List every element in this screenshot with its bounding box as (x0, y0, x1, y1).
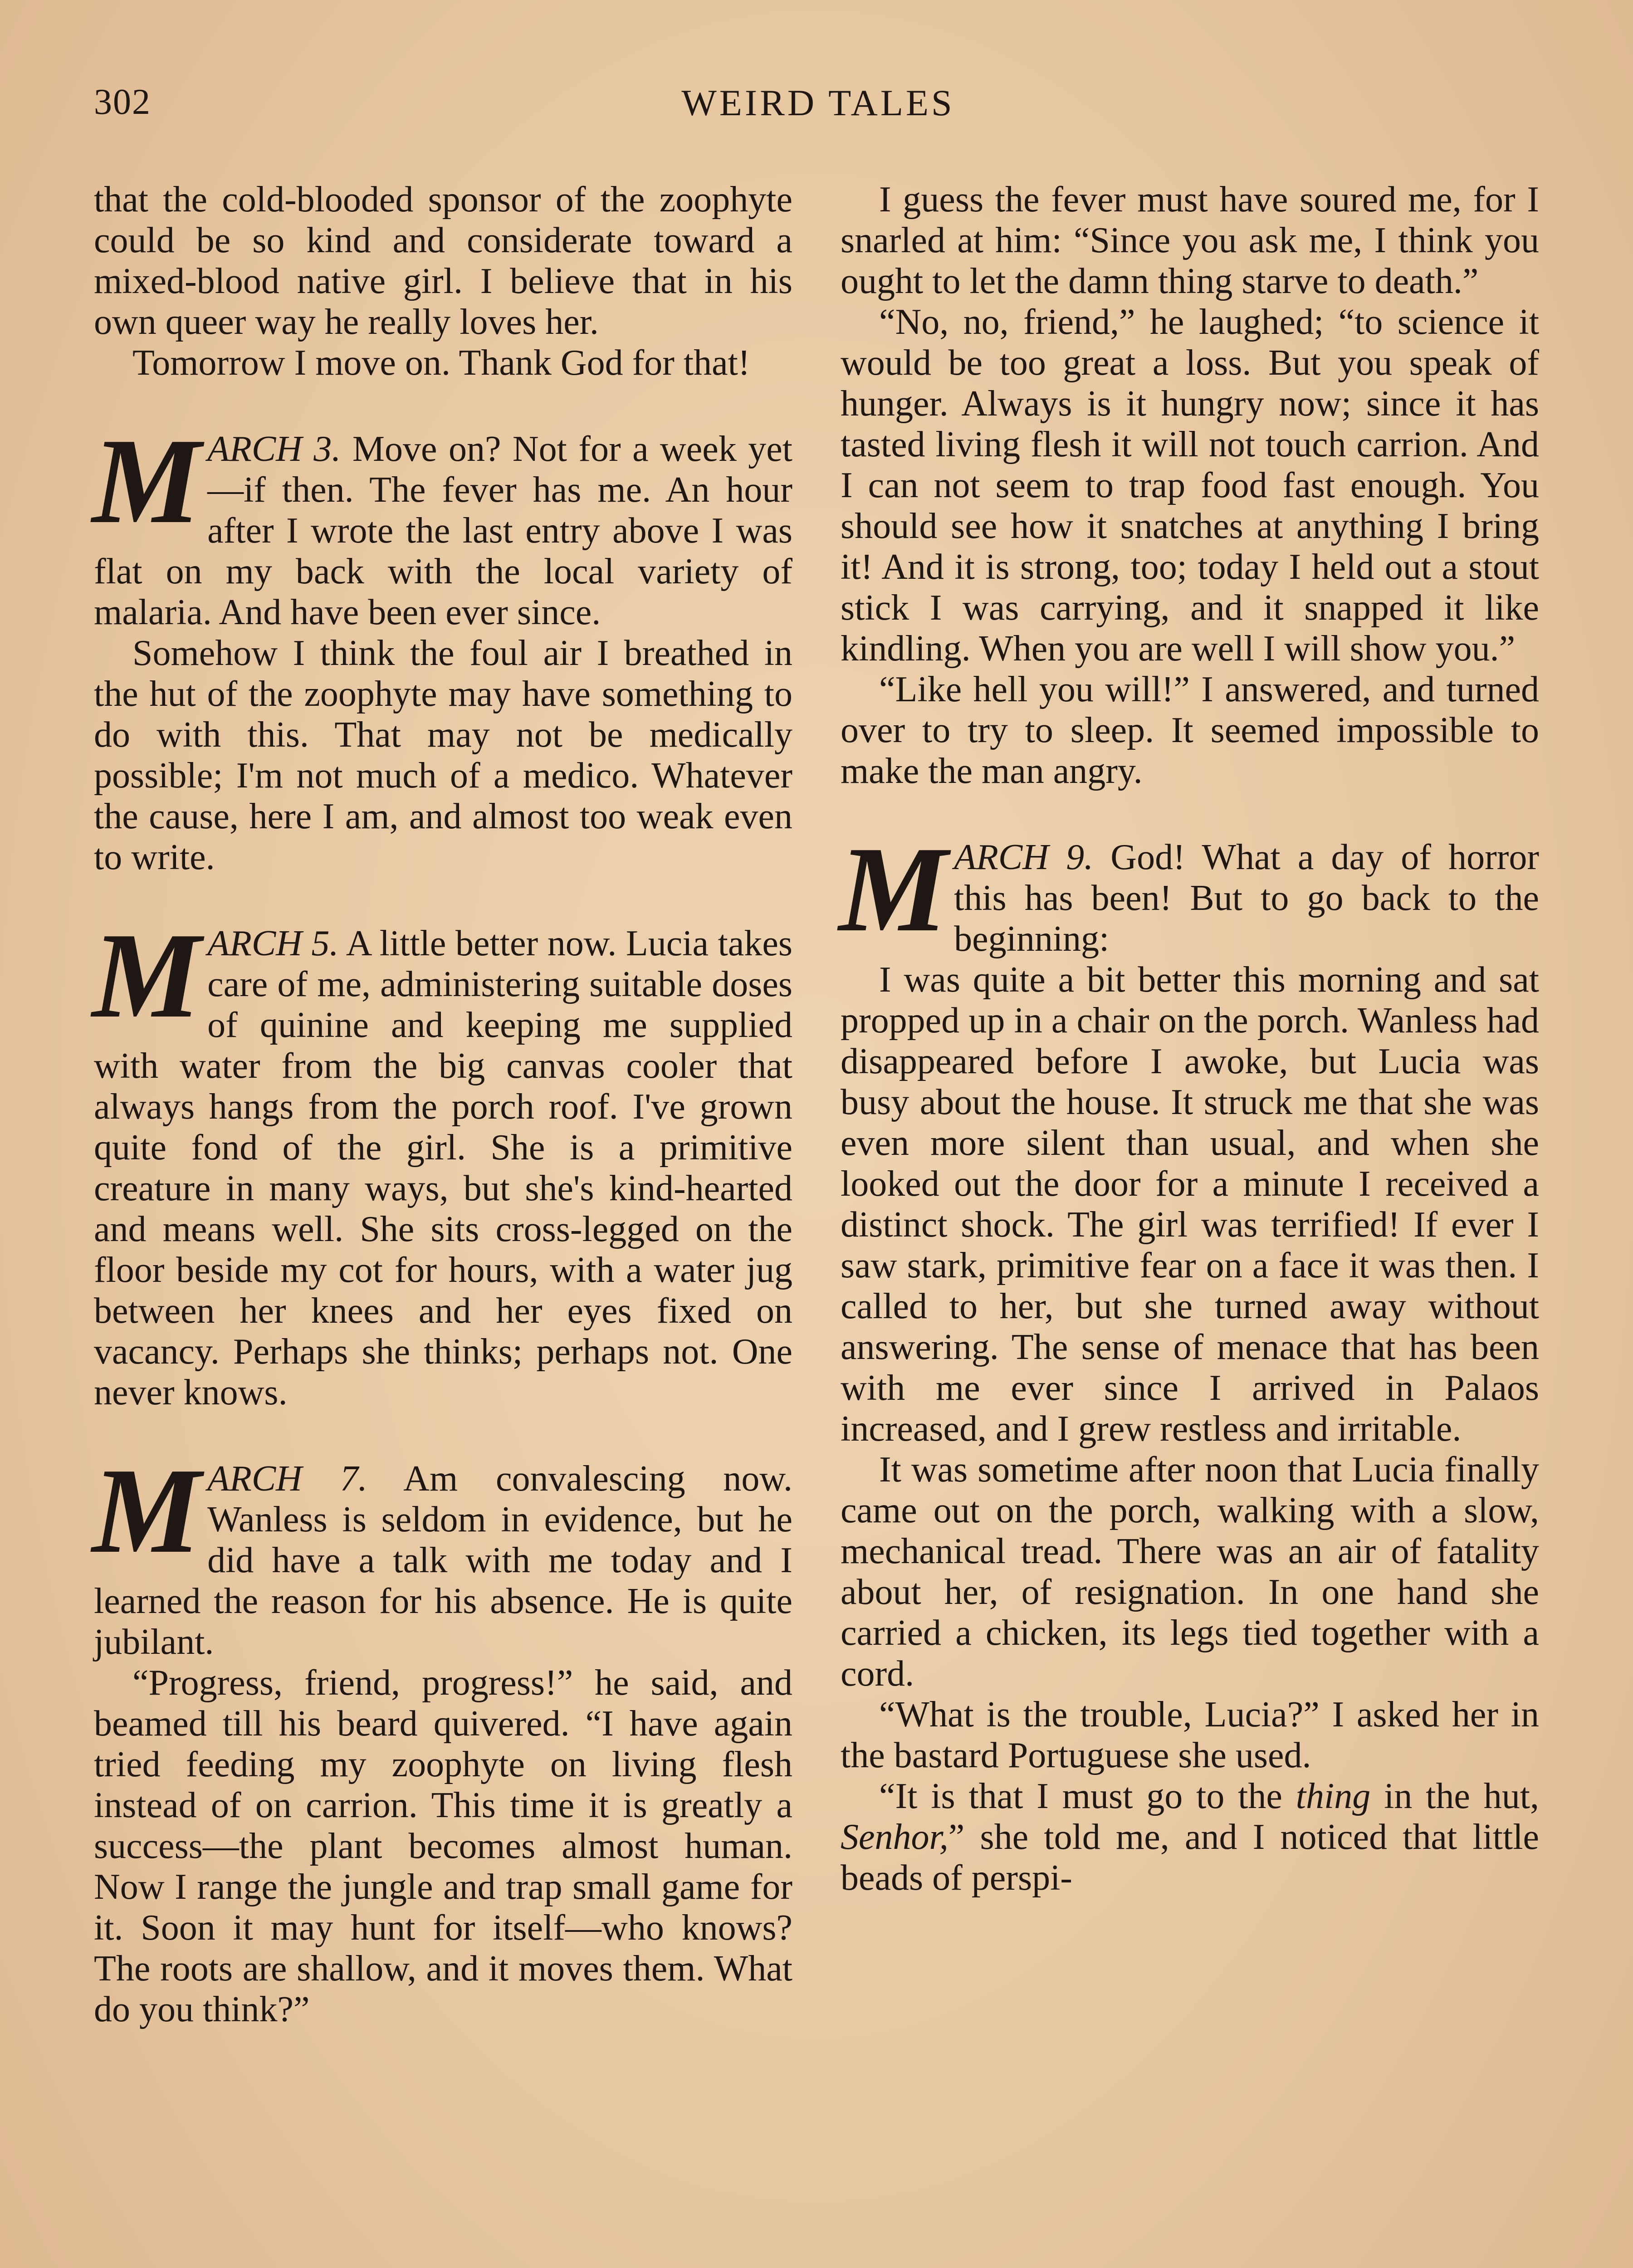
paragraph: Somehow I think the foul air I breathed in the hut of the zoophyte may have something to do with this. That may not be medically possible; I'm not much of a medico. Whatever the cause, here I am, and almost too weak even to write. (94, 633, 792, 877)
drop-cap: M (92, 908, 201, 1043)
diary-entry-march-7 (92, 1443, 792, 1662)
paragraph: that the cold-blooded sponsor of the zoophyte could be so kind and considerate toward a mixed-blood native girl. I believe that in his own queer way he really loves her. (94, 180, 792, 342)
diary-entry-march-9 (839, 821, 1539, 959)
paragraph: “Progress, friend, progress!” he said, and beamed till his beard quivered. “I have again tried feeding my zoophyte on living flesh instead of on carrion. This time it is greatly a success—the plant becomes almost human. Now I range the jungle and trap small game for it. Soon it may hunt for itself—who knows? The roots are shallow, and it moves them. What do you think?” (94, 1663, 792, 2029)
entry-heading: ARCH 5. (207, 924, 339, 963)
entry-heading: ARCH 3. (207, 429, 341, 469)
page-number: 302 (94, 82, 151, 122)
entry-text: Am convalescing now. Wanless is seldom in evidence, but he did have a talk with me today and I learned the reason for his absence. He is quite jubilant. (94, 1459, 792, 1662)
diary-entry-march-3 (92, 413, 792, 633)
paragraph: “What is the trouble, Lucia?” I asked her in the bastard Portuguese she used. (841, 1695, 1539, 1775)
paragraph: “No, no, friend,” he laughed; “to science it would be too great a loss. But you speak of hunger. Always is it hungry now; since it has tasted living flesh it will not touch carrion. And I can not seem to trap food fast enough. You should see how it snatches at anything I bring it! And it is strong, too; today I held out a stout stick I was carrying, and it snapped it like kindling. When you are well I will show you.” (841, 302, 1539, 669)
drop-cap: M (92, 413, 201, 549)
drop-cap: M (92, 1443, 201, 1579)
page-header (94, 82, 1542, 136)
diary-entry-march-5 (92, 908, 792, 1413)
paragraph: Tomorrow I move on. Thank God for that! (132, 343, 750, 383)
drop-cap: M (839, 821, 948, 957)
entry-text: A little better now. Lucia takes care of me, administering suitable doses of quinine and keeping me supplied with water from the big canvas cooler that always hangs from the porch roof. I've grown quite fond of the girl. She is a primitive creature in many ways, but she's kind-hearted and means well. She sits cross-legged on the floor beside my cot for hours, with a water jug between her knees and her eyes fixed on vacancy. Perhaps she thinks; perhaps not. One never knows. (94, 924, 792, 1413)
paragraph: It was sometime after noon that Lucia finally came out on the porch, walking with a slow, mechanical tread. There was an air of fatality about her, of resignation. In one hand she carried a chicken, its legs tied together with a cord. (841, 1450, 1539, 1694)
text-run: ” she told me, and I noticed that little beads of perspi- (841, 1817, 1539, 1898)
text-run: “It is that I must go to the (879, 1776, 1296, 1816)
text-run: in the hut, (1370, 1776, 1540, 1816)
paragraph: I was quite a bit better this morning and sat propped up in a chair on the porch. Wanless had disappeared before I awoke, but Lucia was busy about the house. It struck me that she was even more silent than usual, and when she looked out the door for a minute I received a distinct shock. The girl was terrified! If ever I saw stark, primitive fear on a face it was then. I called to her, but she turned away without answering. The sense of menace that has been with me ever since I arrived in Palaos increased, and I grew restless and irritable. (841, 960, 1539, 1449)
entry-heading: ARCH 7. (207, 1459, 367, 1499)
paragraph: I guess the fever must have soured me, for I snarled at him: “Since you ask me, I think you ought to let the damn thing starve to death.” (841, 180, 1539, 301)
entry-heading: ARCH 9. (954, 837, 1094, 877)
paragraph: “Like hell you will!” I answered, and turned over to try to sleep. It seemed impossible to make the man angry. (841, 670, 1539, 791)
entry-text: Move on? Not for a week yet—if then. The fever has me. An hour after I wrote the last entry above I was flat on my back with the local variety of malaria. And have been ever since. (94, 429, 792, 632)
running-title: WEIRD TALES (681, 82, 955, 123)
paragraph (841, 1776, 1539, 1898)
entry-text: God! What a day of horror this has been! But to go back to the beginning: (954, 837, 1539, 959)
italic-word: thing (1296, 1776, 1371, 1816)
right-column (841, 179, 1539, 1898)
left-column (94, 179, 792, 2030)
italic-word: Senhor, (841, 1817, 949, 1857)
